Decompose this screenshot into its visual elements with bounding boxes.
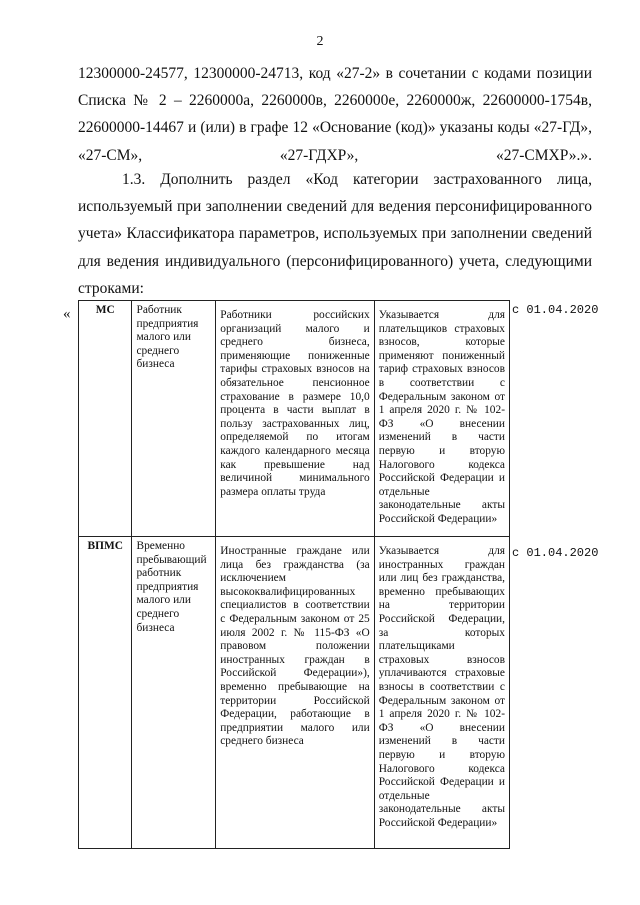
effective-date: с 01.04.2020 (512, 546, 599, 560)
effective-date: с 01.04.2020 (512, 303, 599, 317)
category-description: Иностранные граждане или лица без гражданства (за исключением высококвалифицированных специалистов в соответствии с Федеральным законом от 25 июля 2002 г. № 115-ФЗ «О правовом положении иностранных граждан в Российской Федерации»), временно пребывающие на территории Российской Федерации, работающие в предприятии малого или среднего бизнеса (216, 537, 374, 849)
category-code: МС (79, 301, 132, 537)
category-name: Работник предприятия малого или среднего бизнеса (132, 301, 216, 537)
category-description: Работники российских организаций малого и среднего бизнеса, применяющие пониженные тарифы страховых взносов на обязательное пенсионное страхование в размере 10,0 процента в части выплат в пользу застрахованных лиц, определяемой по итогам каждого календарного месяца как превышение над величиной минимального размера оплаты труда (216, 301, 374, 537)
page-number: 2 (316, 34, 324, 49)
table-row (79, 301, 510, 537)
category-condition: Указывается для иностранных граждан или лиц без гражданства, временно пребывающих на территории Российской Федерации, за которых плательщиками страховых взносов уплачиваются страховые взносы в соответствии с Федеральным законом от 1 апреля 2020 г. № 102-ФЗ «О внесении изменений в части первую и вторую Налогового кодекса Российской Федерации и отдельные законодательные акты Российской Федерации» (374, 537, 509, 849)
amendment-paragraph: 1.3. Дополнить раздел «Код категории застрахованного лица, используемый при заполнении сведений для ведения персонифицированного учета» Классификатора параметров, используемых при заполнении сведений для ведения индивидуального (персонифицированного) учета, следующими строками: (78, 171, 592, 297)
intro-paragraph: 12300000-24577, 12300000-24713, код «27-2» в сочетании с кодами позиции Списка № 2 – 2260000а, 2260000в, 2260000е, 2260000ж, 22600000-1754в, 22600000-14467 и (или) в графе 12 «Основание (код)» указаны коды «27-ГД», «27-СМ», «27-ГДХР», «27-СМХР».». (78, 65, 592, 164)
opening-quote-mark: « (63, 306, 71, 322)
table-row (79, 537, 510, 849)
category-table (78, 300, 510, 849)
category-condition: Указывается для плательщиков страховых взносов, которые применяют пониженный тариф страховых взносов в соответствии с Федеральным законом от 1 апреля 2020 г. № 102-ФЗ «О внесении изменений в части первую и вторую Налогового кодекса Российской Федерации и отдельные законодательные акты Российской Федерации» (374, 301, 509, 537)
category-name: Временно пребывающий работник предприятия малого или среднего бизнеса (132, 537, 216, 849)
category-code: ВПМС (79, 537, 132, 849)
